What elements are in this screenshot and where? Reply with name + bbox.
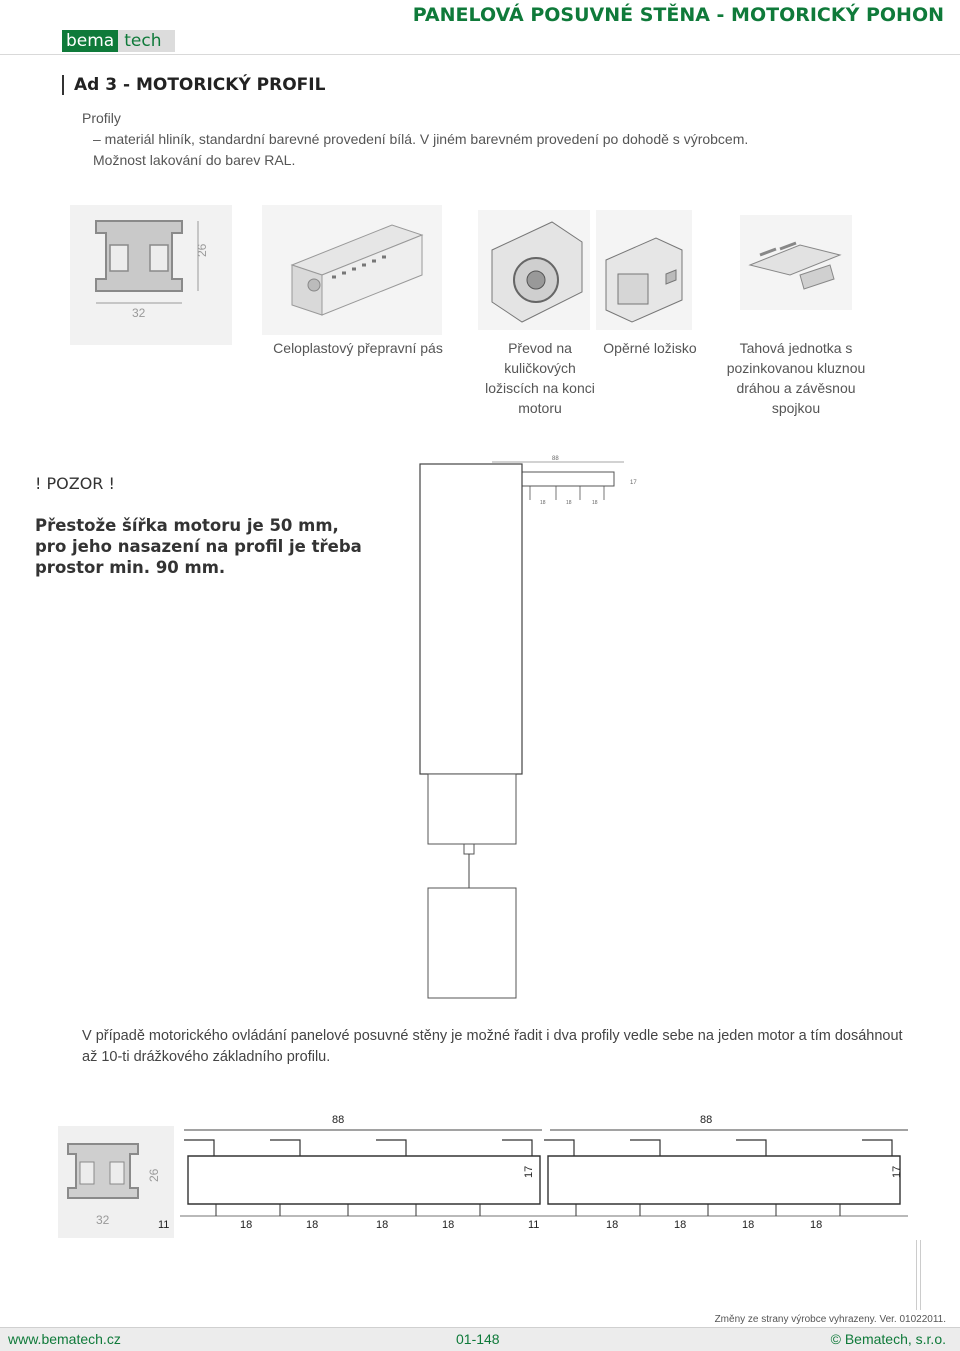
intro-line-ral: Možnost lakování do barev RAL. — [93, 152, 296, 168]
intro-label: Profily — [82, 110, 121, 126]
logo-left: bema — [62, 30, 118, 52]
profile-section-drawing — [70, 205, 232, 345]
motor-mounting-diagram — [410, 452, 650, 1022]
margin-line — [920, 1240, 921, 1310]
dual-profile-drawing — [158, 1108, 916, 1238]
dim-18-r4: 18 — [810, 1219, 823, 1231]
dim-18-l2: 18 — [306, 1219, 319, 1231]
caption-gear-line: Převod na — [508, 340, 572, 356]
caption-gear-transmission — [472, 338, 608, 418]
dim-18-r2: 18 — [674, 1219, 687, 1231]
dim-18-l1: 18 — [240, 1219, 253, 1231]
caption-pull-line: Tahová jednotka s — [739, 340, 853, 356]
caption-pull-line: dráhou a závěsnou — [736, 380, 856, 396]
caption-support-bearing: Opěrné ložisko — [603, 340, 697, 356]
caption-pull-line: pozinkovanou kluznou — [726, 360, 866, 376]
footer-website-link[interactable]: www.bematech.cz — [8, 1331, 121, 1347]
small-dim-88: 88 — [552, 456, 559, 462]
small-dim-18b: 18 — [540, 500, 546, 506]
small-dim-18c: 18 — [566, 500, 572, 506]
intro-line-material: – materiál hliník, standardní barevné provedení bílá. V jiném barevném provedení po dohodě s výrobcem. — [93, 131, 749, 147]
logo-right: tech — [118, 30, 175, 52]
warning-text — [35, 515, 362, 578]
dim-11-left: 11 — [158, 1219, 170, 1231]
version-note: Změny ze strany výrobce vyhrazeny. Ver. 01022011. — [714, 1314, 946, 1325]
small-dim-17: 17 — [630, 480, 637, 486]
dim-32: 32 — [132, 306, 146, 320]
dim-18-l4: 18 — [442, 1219, 455, 1231]
warning-line: pro jeho nasazení na profil je třeba — [35, 537, 362, 556]
dim-18-l3: 18 — [376, 1219, 389, 1231]
caption-pull-line: spojkou — [771, 400, 821, 416]
dim-88-left: 88 — [332, 1114, 345, 1126]
caption-pull-unit — [718, 338, 874, 418]
bottom-dim-32: 32 — [96, 1213, 110, 1227]
section-title: Ad 3 - MOTORICKÝ PROFIL — [74, 75, 326, 95]
caption-gear-line: kuličkových — [504, 360, 576, 376]
caption-transport-belt: Celoplastový přepravní pás — [273, 340, 443, 356]
margin-line — [916, 1240, 917, 1310]
dim-18-r1: 18 — [606, 1219, 619, 1231]
intro-text — [82, 108, 748, 171]
dim-26: 26 — [195, 243, 209, 257]
footer-copyright: © Bematech, s.r.o. — [830, 1331, 946, 1347]
caption-gear-line: motoru — [518, 400, 562, 416]
transport-belt-image — [262, 205, 442, 335]
warning-heading: ! POZOR ! — [35, 474, 115, 493]
single-profile-drawing — [58, 1126, 174, 1238]
header-divider — [0, 54, 960, 55]
warning-line: prostor min. 90 mm. — [35, 558, 226, 577]
dim-11-right: 11 — [528, 1219, 540, 1231]
dim-88-right: 88 — [700, 1114, 713, 1126]
brand-logo — [62, 30, 175, 52]
dim-17-right: 17 — [891, 1165, 903, 1178]
pull-unit-image — [740, 215, 852, 310]
warning-line: Přestože šířka motoru je 50 mm, — [35, 516, 339, 535]
page-number: 01-148 — [456, 1331, 500, 1347]
motor-head — [428, 774, 516, 844]
caption-gear-line: ložiscích na konci — [485, 380, 595, 396]
control-box — [428, 888, 516, 998]
bottom-dim-26: 26 — [147, 1168, 161, 1182]
dual-profile-note: V případě motorického ovládání panelové posuvné stěny je možné řadit i dva profily vedle sebe na jeden motor a tím dosáhnout až 10-ti drážkového základního profilu. — [82, 1028, 903, 1065]
dim-17-left: 17 — [523, 1165, 535, 1178]
motor-body — [420, 464, 522, 774]
gear-transmission-image — [478, 210, 590, 330]
dim-18-r3: 18 — [742, 1219, 755, 1231]
section-marker — [62, 75, 64, 95]
small-dim-18d: 18 — [592, 500, 598, 506]
support-bearing-image — [596, 210, 692, 330]
page-header-title: PANELOVÁ POSUVNÉ STĚNA - MOTORICKÝ POHON — [412, 4, 944, 26]
